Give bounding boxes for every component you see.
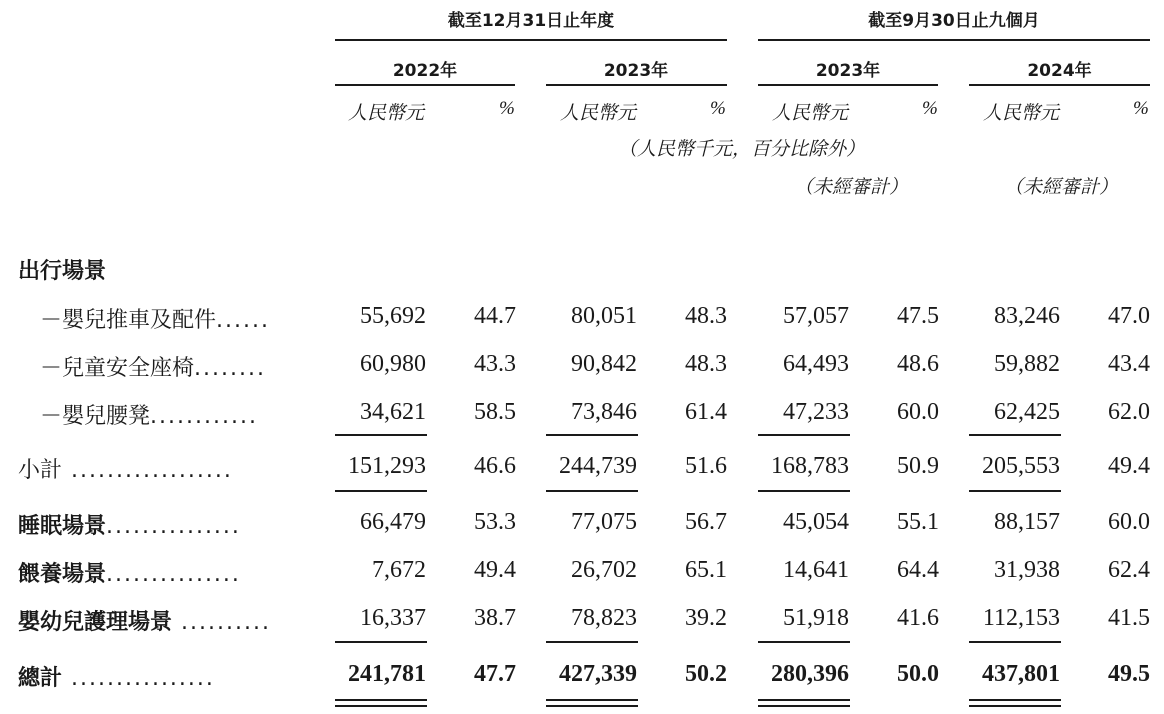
percent-cell: 41.6 — [897, 605, 939, 631]
leader-dots: ...... — [216, 308, 270, 333]
care-rule-3 — [758, 641, 850, 643]
amount-cell: 90,842 — [571, 351, 637, 377]
percent-cell: 47.5 — [897, 303, 939, 329]
total-double-4a — [969, 699, 1061, 701]
unit-rmb-2: 人民幣元 — [560, 103, 637, 124]
amount-cell: 7,672 — [372, 557, 426, 583]
row-label: 睡眠場景............... — [18, 514, 241, 539]
care-rule-4 — [969, 641, 1061, 643]
note-thousands: （人民幣千元，百分比除外） — [618, 139, 866, 160]
subtotal-under-1 — [335, 490, 427, 492]
group-title-nine-months: 截至9月30日止九個月 — [868, 11, 1040, 31]
year-header-2024: 2024年 — [1027, 61, 1092, 81]
amount-cell: 205,553 — [982, 453, 1060, 479]
percent-cell: 51.6 — [685, 453, 727, 479]
total-double-2b — [546, 705, 638, 707]
percent-cell: 49.5 — [1108, 661, 1150, 687]
row-label: 餵養場景............... — [18, 562, 241, 587]
care-rule-1 — [335, 641, 427, 643]
percent-cell: 60.0 — [897, 399, 939, 425]
subtotal-rule-4 — [969, 434, 1061, 436]
amount-cell: 66,479 — [360, 509, 426, 535]
unit-pct-3: % — [922, 98, 938, 119]
amount-cell: 241,781 — [348, 661, 426, 687]
group2-rule — [758, 39, 1150, 41]
unit-pct-1: % — [499, 98, 515, 119]
percent-cell: 43.3 — [474, 351, 516, 377]
unaudited-note-2023: （未經審計） — [794, 177, 909, 198]
amount-cell: 244,739 — [559, 453, 637, 479]
amount-cell: 78,823 — [571, 605, 637, 631]
amount-cell: 151,293 — [348, 453, 426, 479]
leader-dots: .......... — [172, 610, 271, 635]
unit-pct-4: % — [1133, 98, 1149, 119]
percent-cell: 56.7 — [685, 509, 727, 535]
amount-cell: 88,157 — [994, 509, 1060, 535]
subtotal-under-3 — [758, 490, 850, 492]
total-double-4b — [969, 705, 1061, 707]
total-double-3a — [758, 699, 850, 701]
amount-cell: 280,396 — [771, 661, 849, 687]
percent-cell: 50.9 — [897, 453, 939, 479]
total-double-2a — [546, 699, 638, 701]
year-rule-2024 — [969, 84, 1150, 86]
amount-cell: 59,882 — [994, 351, 1060, 377]
percent-cell: 50.2 — [685, 661, 727, 687]
leader-dots: ................ — [62, 666, 215, 691]
percent-cell: 49.4 — [1108, 453, 1150, 479]
total-double-1a — [335, 699, 427, 701]
percent-cell: 60.0 — [1108, 509, 1150, 535]
amount-cell: 57,057 — [783, 303, 849, 329]
percent-cell: 62.4 — [1108, 557, 1150, 583]
subtotal-under-2 — [546, 490, 638, 492]
leader-dots: ........ — [194, 356, 266, 381]
subtotal-rule-3 — [758, 434, 850, 436]
percent-cell: 62.0 — [1108, 399, 1150, 425]
percent-cell: 48.3 — [685, 303, 727, 329]
percent-cell: 61.4 — [685, 399, 727, 425]
percent-cell: 47.0 — [1108, 303, 1150, 329]
percent-cell: 48.6 — [897, 351, 939, 377]
amount-cell: 62,425 — [994, 399, 1060, 425]
row-label: 小計 .................. — [18, 458, 233, 483]
leader-dots: .................. — [62, 458, 233, 483]
amount-cell: 47,233 — [783, 399, 849, 425]
year-header-2022: 2022年 — [392, 61, 458, 81]
unit-rmb-1: 人民幣元 — [348, 103, 425, 124]
group-title-year: 截至12月31日止年度 — [447, 11, 615, 31]
percent-cell: 53.3 — [474, 509, 516, 535]
amount-cell: 112,153 — [982, 605, 1060, 631]
row-label: －嬰兒推車及配件...... — [40, 308, 270, 333]
leader-dots: ............... — [106, 514, 241, 539]
leader-dots: ............ — [150, 404, 258, 429]
amount-cell: 168,783 — [771, 453, 849, 479]
unit-pct-2: % — [710, 98, 726, 119]
percent-cell: 38.7 — [474, 605, 516, 631]
care-rule-2 — [546, 641, 638, 643]
amount-cell: 16,337 — [360, 605, 426, 631]
unit-rmb-4: 人民幣元 — [983, 103, 1060, 124]
year-rule-2023b — [758, 84, 938, 86]
total-double-3b — [758, 705, 850, 707]
subtotal-under-4 — [969, 490, 1061, 492]
amount-cell: 34,621 — [360, 399, 426, 425]
year-rule-2022 — [335, 84, 515, 86]
amount-cell: 83,246 — [994, 303, 1060, 329]
total-double-1b — [335, 705, 427, 707]
percent-cell: 41.5 — [1108, 605, 1150, 631]
subtotal-rule-2 — [546, 434, 638, 436]
amount-cell: 45,054 — [783, 509, 849, 535]
amount-cell: 73,846 — [571, 399, 637, 425]
percent-cell: 44.7 — [474, 303, 516, 329]
amount-cell: 55,692 — [360, 303, 426, 329]
amount-cell: 51,918 — [783, 605, 849, 631]
year-rule-2023a — [546, 84, 727, 86]
row-label: 總計 ................ — [18, 666, 215, 691]
percent-cell: 39.2 — [685, 605, 727, 631]
amount-cell: 80,051 — [571, 303, 637, 329]
amount-cell: 427,339 — [559, 661, 637, 687]
unit-rmb-3: 人民幣元 — [772, 103, 849, 124]
amount-cell: 31,938 — [994, 557, 1060, 583]
amount-cell: 60,980 — [360, 351, 426, 377]
percent-cell: 65.1 — [685, 557, 727, 583]
amount-cell: 437,801 — [982, 661, 1060, 687]
percent-cell: 48.3 — [685, 351, 727, 377]
amount-cell: 26,702 — [571, 557, 637, 583]
row-label: 出行場景 — [18, 259, 107, 284]
group1-rule — [335, 39, 727, 41]
percent-cell: 43.4 — [1108, 351, 1150, 377]
amount-cell: 77,075 — [571, 509, 637, 535]
unaudited-note-2024: （未經審計） — [1004, 177, 1119, 198]
amount-cell: 14,641 — [783, 557, 849, 583]
percent-cell: 47.7 — [474, 661, 516, 687]
leader-dots: ............... — [106, 562, 241, 587]
subtotal-rule-1 — [335, 434, 427, 436]
percent-cell: 50.0 — [897, 661, 939, 687]
row-label: 嬰幼兒護理場景 .......... — [18, 610, 271, 635]
percent-cell: 64.4 — [897, 557, 939, 583]
row-label: －嬰兒腰凳............ — [40, 404, 258, 429]
percent-cell: 55.1 — [897, 509, 939, 535]
row-label: －兒童安全座椅........ — [40, 356, 266, 381]
year-header-2023a: 2023年 — [603, 61, 669, 81]
percent-cell: 49.4 — [474, 557, 516, 583]
amount-cell: 64,493 — [783, 351, 849, 377]
percent-cell: 58.5 — [474, 399, 516, 425]
percent-cell: 46.6 — [474, 453, 516, 479]
year-header-2023b: 2023年 — [815, 61, 881, 81]
